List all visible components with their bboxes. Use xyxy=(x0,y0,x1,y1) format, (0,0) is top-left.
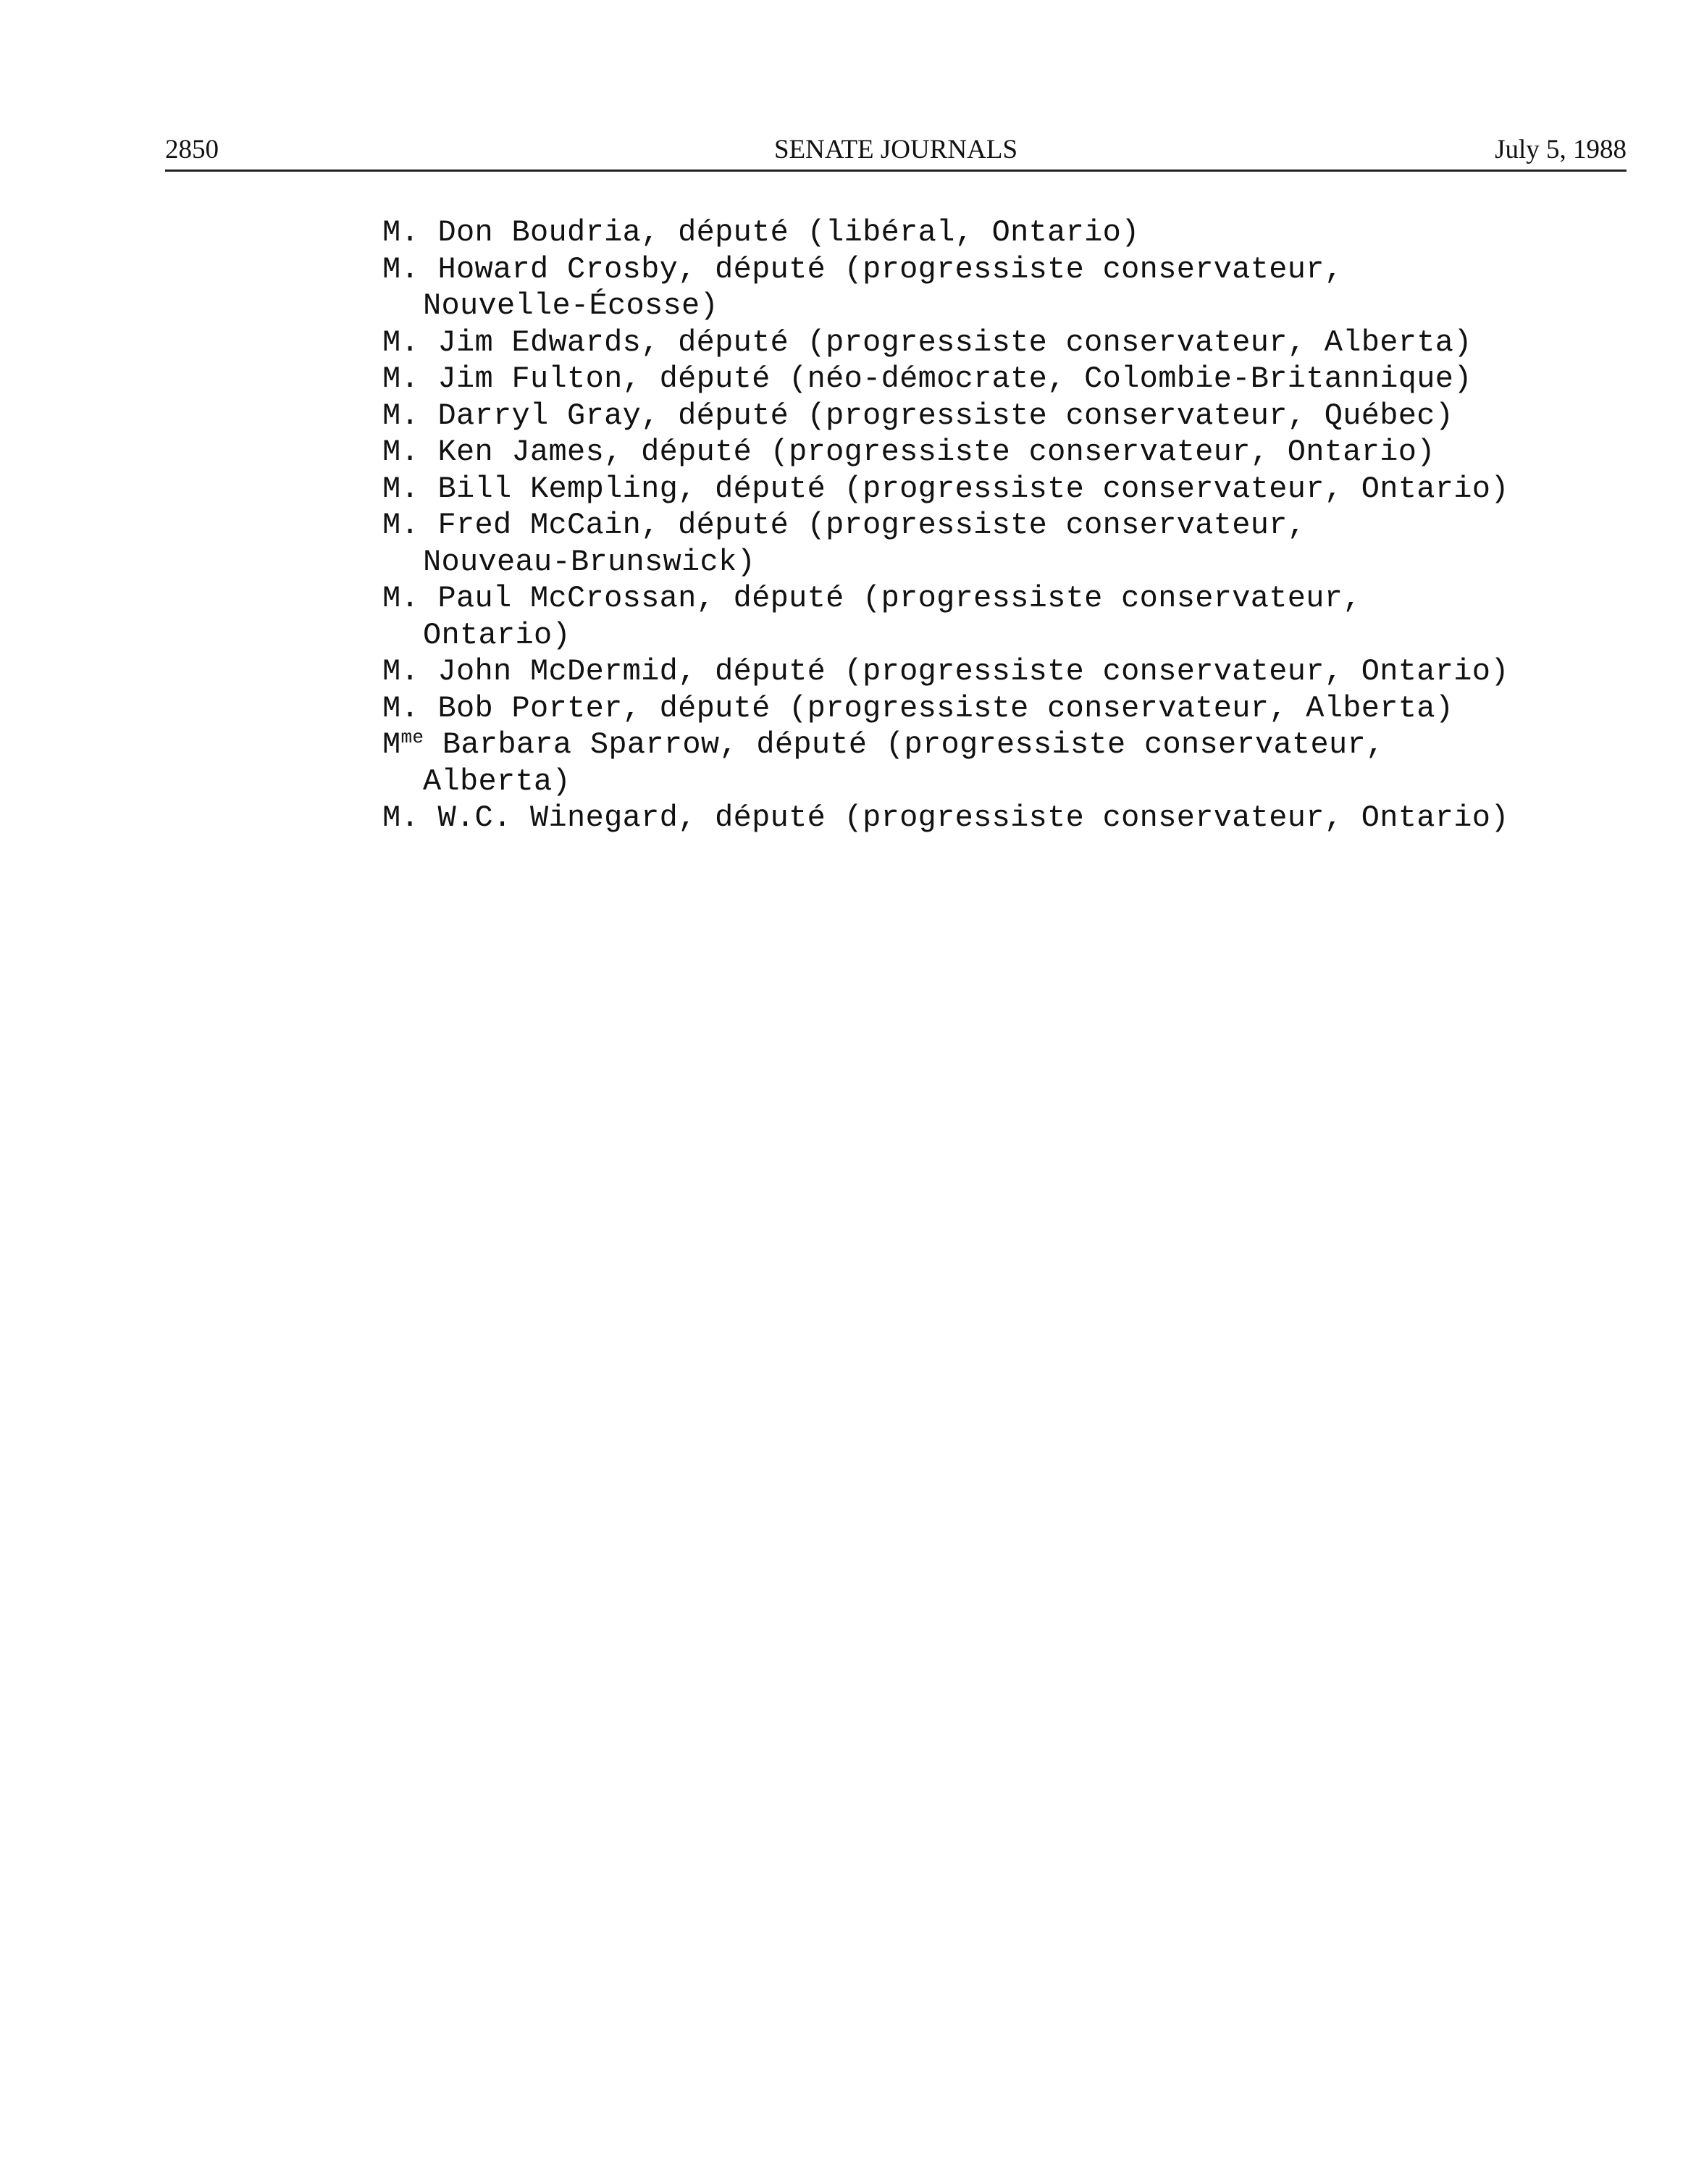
member-entry xyxy=(382,507,1509,580)
member-title-text: M. xyxy=(382,471,420,506)
member-text: Paul McCrossan, député (progressiste conservateur, xyxy=(437,581,1361,616)
member-title-text: M. xyxy=(382,508,420,543)
member-list xyxy=(382,214,1509,837)
member-line xyxy=(382,800,1509,837)
member-title xyxy=(382,654,419,689)
member-line xyxy=(382,434,1509,471)
member-line xyxy=(382,507,1509,544)
member-text: Nouvelle-Écosse) xyxy=(423,288,719,323)
member-entry xyxy=(382,800,1509,837)
journal-date: July 5, 1988 xyxy=(1495,135,1627,164)
member-title-text: M. xyxy=(382,581,420,616)
member-line-continuation xyxy=(382,617,1509,654)
member-title xyxy=(382,581,419,616)
member-title xyxy=(382,435,419,469)
member-line-continuation xyxy=(382,763,1509,800)
member-title-text: M. xyxy=(382,361,420,396)
page-number: 2850 xyxy=(165,135,219,164)
member-title xyxy=(382,398,419,433)
member-line xyxy=(382,690,1509,727)
member-title-superscript: me xyxy=(400,727,424,748)
member-title-text: M. xyxy=(382,800,420,835)
member-title-text: M xyxy=(382,727,401,762)
member-text: Nouveau-Brunswick) xyxy=(423,544,756,580)
member-entry xyxy=(382,398,1509,435)
member-text: Howard Crosby, député (progressiste conservateur, xyxy=(437,251,1343,287)
member-text: Ontario) xyxy=(423,617,571,653)
member-entry xyxy=(382,325,1509,361)
member-title-text: M. xyxy=(382,325,420,360)
member-title-text: M. xyxy=(382,251,420,287)
member-line xyxy=(382,251,1509,288)
member-entry xyxy=(382,727,1509,800)
member-title-text: M. xyxy=(382,690,420,726)
member-title xyxy=(382,325,419,360)
member-text: Darryl Gray, député (progressiste conservateur, Québec) xyxy=(437,398,1454,433)
member-line xyxy=(382,471,1509,508)
member-text: Fred McCain, député (progressiste conservateur, xyxy=(437,508,1306,543)
member-entry xyxy=(382,580,1509,653)
member-line xyxy=(382,653,1509,690)
member-title-text: M. xyxy=(382,215,420,250)
member-entry xyxy=(382,434,1509,471)
member-line-continuation xyxy=(382,288,1509,325)
member-title xyxy=(382,800,419,835)
member-title xyxy=(382,472,419,506)
member-text: Bob Porter, député (progressiste conservateur, Alberta) xyxy=(437,690,1454,726)
member-line xyxy=(382,398,1509,435)
journal-title: SENATE JOURNALS xyxy=(773,135,1018,164)
member-line xyxy=(382,214,1509,251)
member-title xyxy=(382,252,419,287)
member-text: Bill Kempling, député (progressiste conservateur, Ontario) xyxy=(437,471,1509,506)
member-text: Ken James, député (progressiste conservateur, Ontario) xyxy=(437,435,1435,469)
member-text: Jim Edwards, député (progressiste conservateur, Alberta) xyxy=(437,325,1472,360)
member-title-text: M. xyxy=(382,435,420,469)
member-entry xyxy=(382,471,1509,508)
member-title xyxy=(382,361,419,396)
member-entry xyxy=(382,653,1509,690)
member-text: John McDermid, député (progressiste conservateur, Ontario) xyxy=(437,654,1509,689)
member-title xyxy=(382,215,419,250)
member-line xyxy=(382,361,1509,398)
member-title-text: M. xyxy=(382,654,420,689)
member-entry xyxy=(382,214,1509,251)
member-title xyxy=(382,508,419,543)
member-line xyxy=(382,727,1509,763)
member-entry xyxy=(382,361,1509,398)
member-text: W.C. Winegard, député (progressiste conservateur, Ontario) xyxy=(437,800,1509,835)
member-line xyxy=(382,325,1509,361)
member-text: Jim Fulton, député (néo-démocrate, Colombie-Britannique) xyxy=(437,361,1472,396)
member-line xyxy=(382,580,1509,617)
member-text: Don Boudria, député (libéral, Ontario) xyxy=(437,215,1140,250)
member-line-continuation xyxy=(382,544,1509,581)
member-title-text: M. xyxy=(382,398,420,433)
member-text: Barbara Sparrow, député (progressiste conservateur, xyxy=(442,727,1385,762)
member-entry xyxy=(382,690,1509,727)
page-header xyxy=(165,125,1627,172)
member-text: Alberta) xyxy=(423,763,571,799)
member-entry xyxy=(382,251,1509,325)
member-title xyxy=(382,691,419,726)
member-title xyxy=(382,727,424,762)
